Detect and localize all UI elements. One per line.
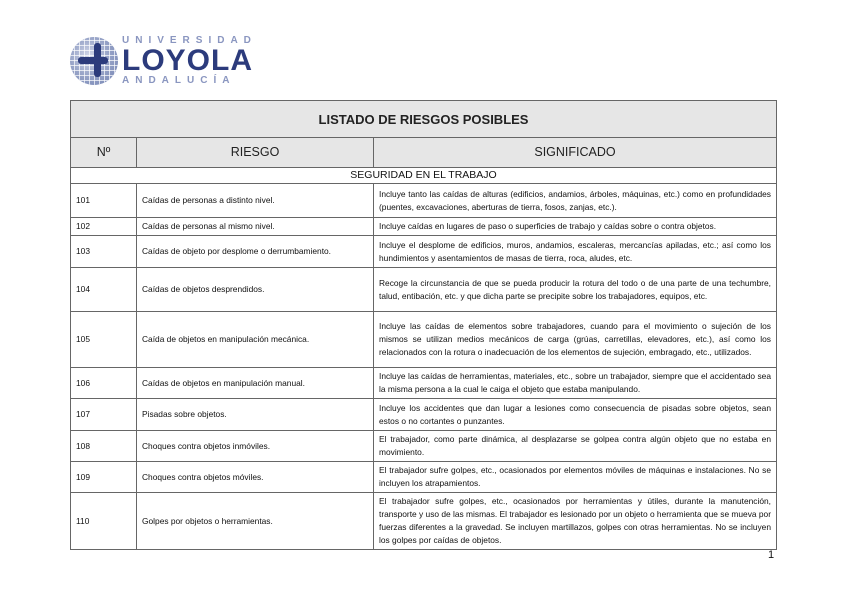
risk-name: Caídas de personas al mismo nivel. bbox=[137, 218, 374, 236]
risk-description: Incluye caídas en lugares de paso o superficies de trabajo y caídas sobre o contra objetos. bbox=[374, 218, 777, 236]
risk-name: Choques contra objetos móviles. bbox=[137, 462, 374, 493]
risk-description: Incluye el desplome de edificios, muros, andamios, escaleras, mercancías apiladas, etc.; así como los hundimientos y asentamientos de masas de tierra, roca, aludes, etc. bbox=[374, 236, 777, 268]
risk-number: 103 bbox=[71, 236, 137, 268]
table-row bbox=[71, 184, 777, 218]
table-row bbox=[71, 236, 777, 268]
header-riesgo: RIESGO bbox=[137, 138, 374, 168]
risk-number: 105 bbox=[71, 312, 137, 368]
risk-description: Recoge la circunstancia de que se pueda producir la rotura del todo o de una parte de una techumbre, talud, entibación, etc. y que dicha parte se precipite sobre los trabajadores, equipos, etc. bbox=[374, 268, 777, 312]
risk-number: 110 bbox=[71, 493, 137, 550]
risk-description: Incluye los accidentes que dan lugar a lesiones como consecuencia de pisadas sobre objetos, sean estos o no cortantes o punzantes. bbox=[374, 399, 777, 431]
risk-description: Incluye las caídas de elementos sobre trabajadores, cuando para el movimiento o sujeción de los mismos se utilizan medios mecánicos de carga (grúas, carretillas, elevadores, etc.), así como los relacionados con la rotura o inadecuación de los elementos de sujeción, embragado, etc., utilizados. bbox=[374, 312, 777, 368]
table-row bbox=[71, 431, 777, 462]
header-significado: SIGNIFICADO bbox=[374, 138, 777, 168]
risk-number: 106 bbox=[71, 368, 137, 399]
risk-description: Incluye las caídas de herramientas, materiales, etc., sobre un trabajador, siempre que el accidentado sea la misma persona a la cual le caiga el objeto que estaba manipulando. bbox=[374, 368, 777, 399]
table-row bbox=[71, 493, 777, 550]
logo-line2: LOYOLA bbox=[122, 44, 253, 77]
table-row bbox=[71, 312, 777, 368]
risk-description: Incluye tanto las caídas de alturas (edificios, andamios, árboles, máquinas, etc.) como en profundidades (puentes, excavaciones, aberturas de tierra, fosos, zanjas, etc.). bbox=[374, 184, 777, 218]
risk-number: 108 bbox=[71, 431, 137, 462]
table-row bbox=[71, 462, 777, 493]
risk-number: 101 bbox=[71, 184, 137, 218]
risk-number: 107 bbox=[71, 399, 137, 431]
risk-number: 104 bbox=[71, 268, 137, 312]
university-logo bbox=[70, 36, 257, 86]
globe-logo-icon bbox=[70, 37, 118, 85]
header-number: Nº bbox=[71, 138, 137, 168]
risk-number: 102 bbox=[71, 218, 137, 236]
page-number: 1 bbox=[768, 549, 775, 561]
table-row bbox=[71, 268, 777, 312]
risk-name: Choques contra objetos inmóviles. bbox=[137, 431, 374, 462]
risk-table bbox=[70, 100, 777, 550]
logo-line1: UNIVERSIDAD bbox=[122, 35, 257, 46]
risk-description: El trabajador sufre golpes, etc., ocasionados por elementos móviles de máquinas e instalaciones. No se incluyen los atrapamientos. bbox=[374, 462, 777, 493]
risk-name: Golpes por objetos o herramientas. bbox=[137, 493, 374, 550]
table-row bbox=[71, 218, 777, 236]
logo-line3: ANDALUCÍA bbox=[122, 75, 236, 86]
risk-name: Caídas de objetos en manipulación manual. bbox=[137, 368, 374, 399]
risk-name: Pisadas sobre objetos. bbox=[137, 399, 374, 431]
table-row bbox=[71, 399, 777, 431]
table-row bbox=[71, 368, 777, 399]
risk-name: Caídas de objetos desprendidos. bbox=[137, 268, 374, 312]
risk-number: 109 bbox=[71, 462, 137, 493]
risk-name: Caída de objetos en manipulación mecánica. bbox=[137, 312, 374, 368]
risk-name: Caídas de objeto por desplome o derrumbamiento. bbox=[137, 236, 374, 268]
risk-description: El trabajador sufre golpes, etc., ocasionados por herramientas y útiles, durante la manutención, transporte y uso de las mismas. El trabajador es lesionado por un objeto o herramienta que se mueva por fuerzas diferentes a la gravedad. Se incluyen martillazos, golpes con otras herramientas. No se incluyen los golpes por caídas de objetos. bbox=[374, 493, 777, 550]
risk-name: Caídas de personas a distinto nivel. bbox=[137, 184, 374, 218]
section-title: SEGURIDAD EN EL TRABAJO bbox=[71, 168, 777, 184]
risk-description: El trabajador, como parte dinámica, al desplazarse se golpea contra algún objeto que no estaba en movimiento. bbox=[374, 431, 777, 462]
table-title: LISTADO DE RIESGOS POSIBLES bbox=[71, 101, 777, 138]
